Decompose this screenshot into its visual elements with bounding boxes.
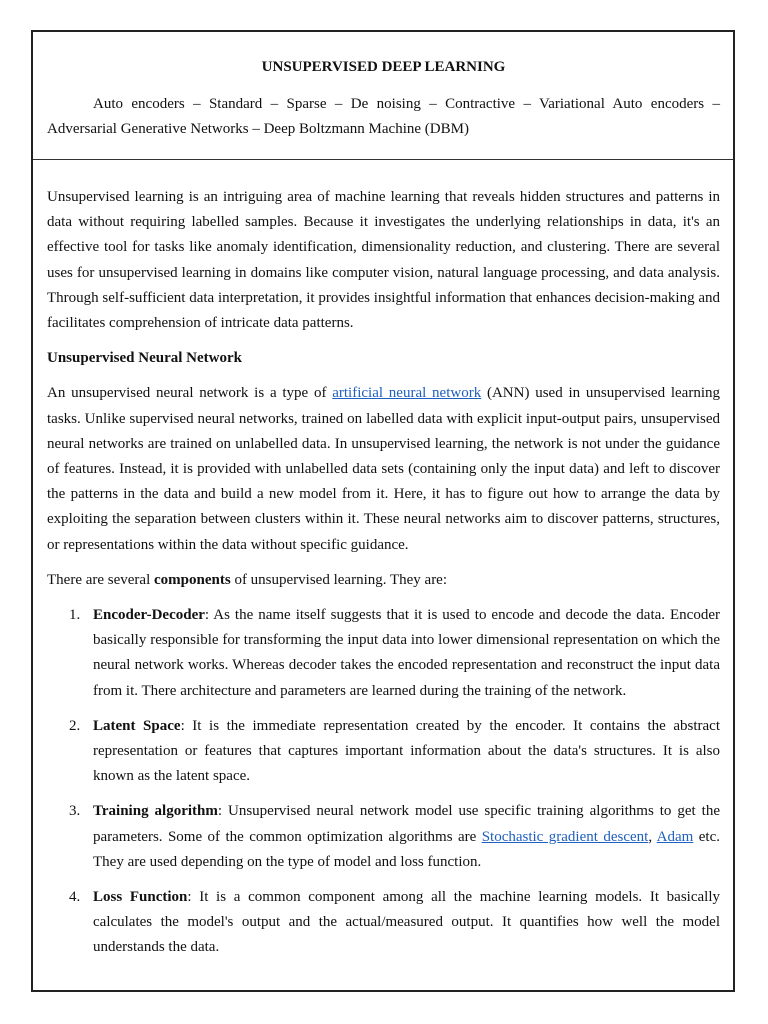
list-item: 3. Training algorithm: Unsupervised neural network model use specific training algorithms to get the parameters. Some of the common optimization algorithms are Stochastic gradient descent, Adam etc. They are used depending on the type of model and loss function. xyxy=(47,799,720,875)
list-item xyxy=(47,714,720,790)
component-description: : Unsupervised neural network model use specific training algorithms to get the parameters. Some of the common optimization algorithms are xyxy=(93,803,720,845)
document-header xyxy=(47,57,720,142)
component-description: : It is a common component among all the machine learning models. It basically calculates the model's output and the actual/measured output. It quantifies how well the model understands the data. xyxy=(93,889,720,956)
component-term: Encoder-Decoder xyxy=(93,607,205,624)
components-list xyxy=(47,603,720,961)
component-term: Loss Function xyxy=(93,889,188,906)
topics-line: Auto encoders – Standard – Sparse – De noising – Contractive – Variational Auto encoders – Adversarial Generative Networks – Deep Boltzmann Machine (DBM) xyxy=(47,96,720,137)
component-description: : It is the immediate representation created by the encoder. It contains the abstract representation or features that captures important information about the data's structures. It is also known as the latent space. xyxy=(93,717,720,785)
component-term: Latent Space xyxy=(93,717,181,734)
list-item xyxy=(47,603,720,704)
components-bold: components xyxy=(154,571,231,588)
ann-paragraph-start: An unsupervised neural network is a type of xyxy=(47,385,333,402)
intro-paragraph: Unsupervised learning is an intriguing area of machine learning that reveals hidden structures and patterns in data without requiring labelled samples. Because it investigates the underlying relationships in data, it's an effective tool for tasks like anomaly identification, dimensionality reduction, and clustering. There are several uses for unsupervised learning in domains like computer vision, natural language processing, and data analysis. Through self-sufficient data interpretation, it provides insightful information that enhances decision-making and facilitates comprehension of intricate data patterns. xyxy=(47,189,720,332)
section-heading: Unsupervised Neural Network xyxy=(47,350,242,367)
header-divider xyxy=(33,159,733,160)
page-title: UNSUPERVISED DEEP LEARNING xyxy=(261,59,506,75)
list-number: 4. xyxy=(69,889,81,906)
sgd-link[interactable]: Stochastic gradient descent xyxy=(481,828,649,845)
list-number: 1. xyxy=(69,607,81,624)
list-number: 3. xyxy=(69,803,81,820)
artificial-neural-network-link[interactable]: artificial neural network xyxy=(332,385,482,402)
ann-paragraph xyxy=(47,381,720,557)
list-item xyxy=(47,885,720,961)
adam-link[interactable]: Adam xyxy=(656,828,694,845)
main-content xyxy=(47,185,720,971)
component-description: : As the name itself suggests that it is used to encode and decode the data. Encoder basically responsible for transforming the input data into lower dimensional representation on which the neural network works. Whereas decoder takes the encoded representation and reconstruct the input data from it. There architecture and parameters are learned during the training of the network. xyxy=(93,607,720,699)
list-number: 2. xyxy=(69,717,81,734)
component-term: Training algorithm xyxy=(93,803,218,820)
ann-paragraph-end: (ANN) used in unsupervised learning tasks. Unlike supervised neural networks, trained on labelled data with explicit input-output pairs, unsupervised neural networks are trained on unlabelled data. In unsupervised learning, the network is not under the guidance of features. Instead, it is provided with unlabelled data sets (containing only the input data) and left to discover the patterns in the data and build a new model from it. Here, it has to figure out how to arrange the data by exploiting the separation between clusters within it. These neural networks aim to discover patterns, structures, or representations within the data without specific guidance. xyxy=(47,385,720,553)
components-lead: There are several components of unsupervised learning. They are: xyxy=(47,571,448,588)
